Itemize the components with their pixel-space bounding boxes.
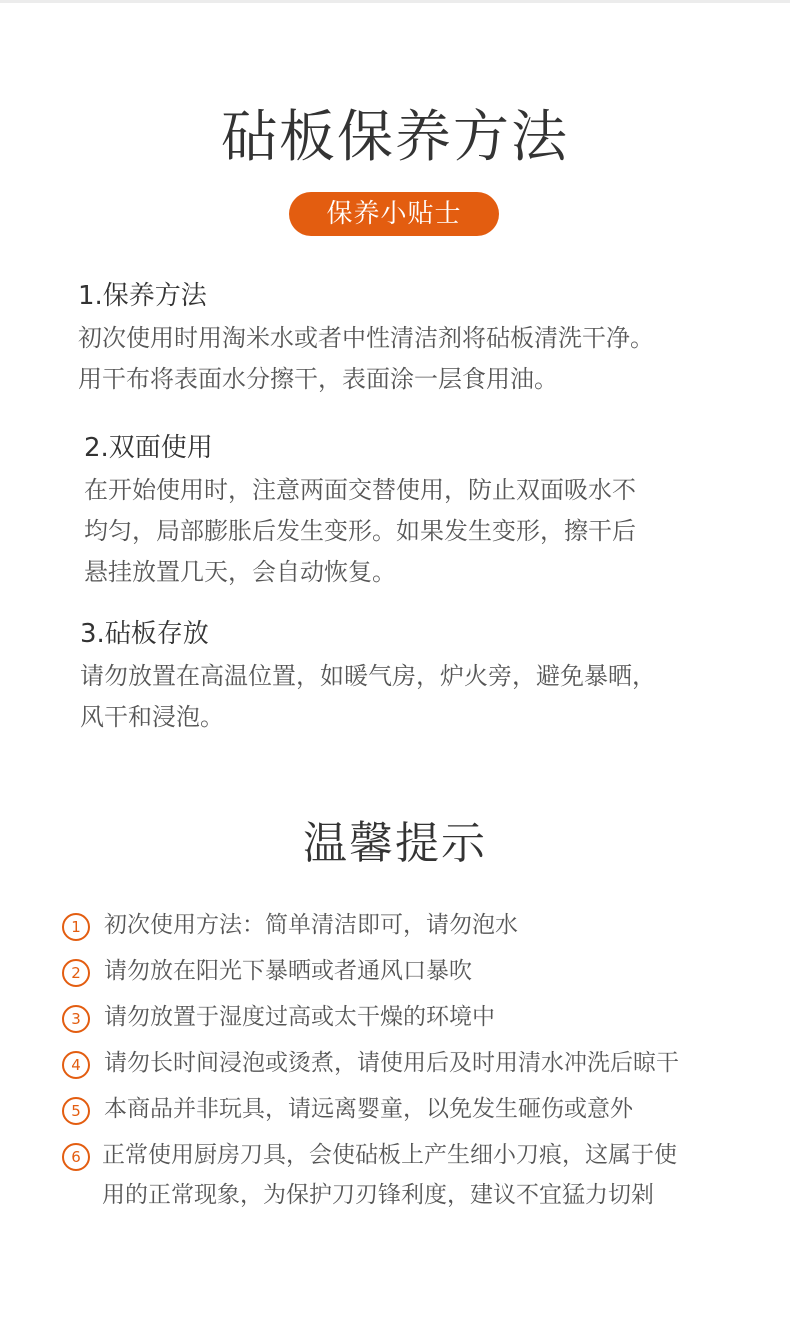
tip-text: 请勿放置于湿度过高或太干燥的环境中 (104, 1004, 495, 1030)
circled-number-icon: 1 (62, 913, 90, 941)
section-double-sided (84, 428, 636, 593)
circled-number-icon: 5 (62, 1097, 90, 1125)
tip-item (62, 1135, 752, 1215)
tip-item (62, 1043, 752, 1083)
section-line: 均匀，局部膨胀后发生变形。如果发生变形，擦干后 (84, 517, 636, 545)
section-care-method (78, 276, 654, 400)
tip-text: 本商品并非玩具，请远离婴童，以免发生砸伤或意外 (104, 1096, 633, 1122)
section-body (78, 318, 654, 400)
section-line: 请勿放置在高温位置，如暖气房，炉火旁，避免暴晒， (80, 662, 656, 690)
tips-list (62, 905, 752, 1221)
section-storage (80, 614, 656, 738)
top-divider (0, 0, 790, 3)
care-tips-badge: 保养小贴士 (289, 192, 499, 236)
page-title: 砧板保养方法 (221, 105, 569, 170)
section-line: 风干和浸泡。 (80, 703, 224, 731)
tip-item (62, 951, 752, 991)
section-body (84, 470, 636, 593)
circled-number-icon: 3 (62, 1005, 90, 1033)
tips-title: 温馨提示 (303, 818, 487, 869)
section-heading: 2.双面使用 (84, 433, 213, 463)
tip-item (62, 997, 752, 1037)
tip-item (62, 1089, 752, 1129)
circled-number-icon: 6 (62, 1143, 90, 1171)
tip-text: 初次使用方法：简单清洁即可，请勿泡水 (104, 912, 518, 938)
section-line: 悬挂放置几天，会自动恢复。 (84, 558, 396, 586)
tip-text: 请勿放在阳光下暴晒或者通风口暴吹 (104, 958, 472, 984)
section-line: 在开始使用时，注意两面交替使用，防止双面吸水不 (84, 476, 636, 504)
circled-number-icon: 4 (62, 1051, 90, 1079)
tip-text: 正常使用厨房刀具，会使砧板上产生细小刀痕，这属于使 (102, 1142, 677, 1168)
section-line: 初次使用时用淘米水或者中性清洁剂将砧板清洗干净。 (78, 324, 654, 352)
tip-text: 请勿长时间浸泡或烫煮，请使用后及时用清水冲洗后晾干 (104, 1050, 679, 1076)
tip-text: 用的正常现象，为保护刀刃锋利度，建议不宜猛力切剁 (102, 1182, 654, 1208)
section-body (80, 656, 656, 738)
section-heading: 1.保养方法 (78, 281, 207, 311)
section-heading: 3.砧板存放 (80, 619, 209, 649)
circled-number-icon: 2 (62, 959, 90, 987)
section-line: 用干布将表面水分擦干，表面涂一层食用油。 (78, 365, 558, 393)
tip-item (62, 905, 752, 945)
